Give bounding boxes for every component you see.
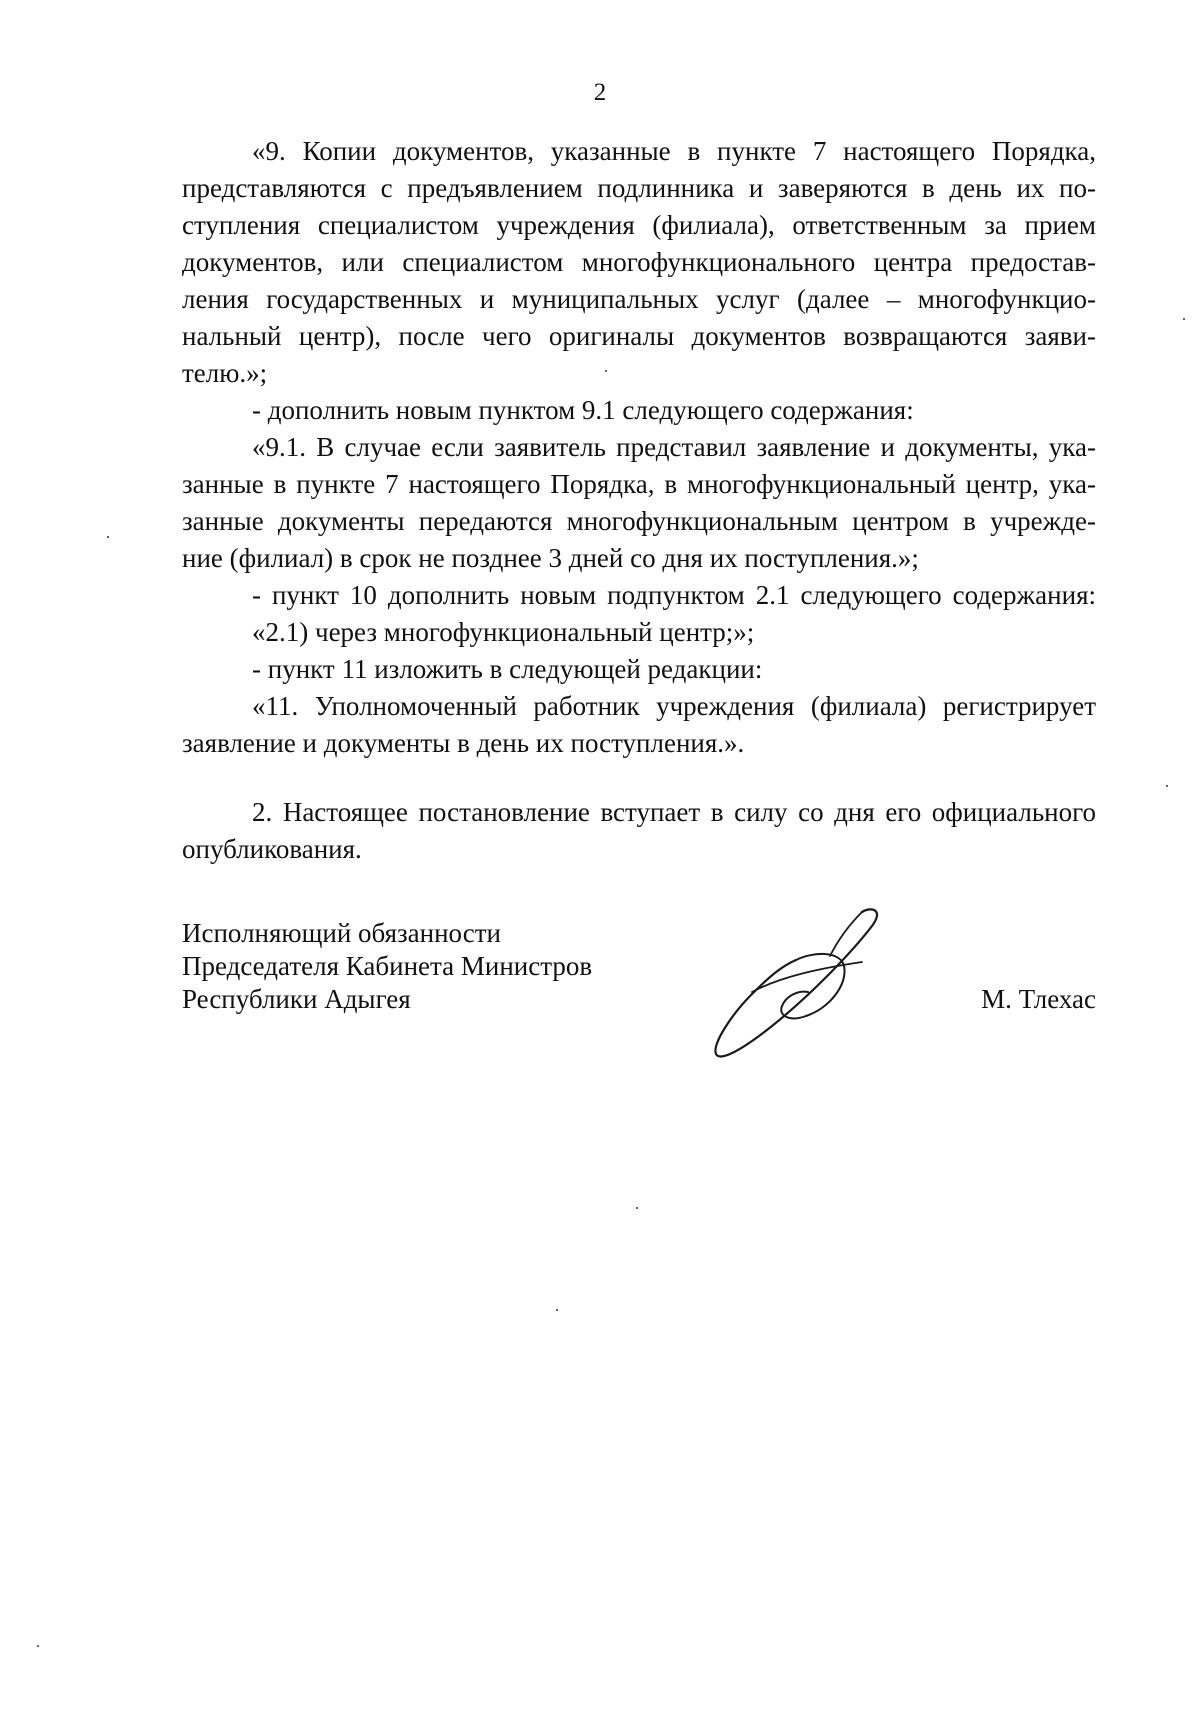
body-line: - пункт 11 изложить в следующей редакции: <box>252 654 763 684</box>
body-line: занные документы передаются многофункциональным центром в учрежде- <box>182 506 1096 536</box>
body-line: документов, или специалистом многофункционального центра предостав- <box>182 247 1096 277</box>
scan-speck <box>636 1207 638 1209</box>
body-line: ления государственных и муниципальных услуг (далее – многофункцио- <box>182 284 1096 314</box>
body-line: заявление и документы в день их поступления.». <box>182 728 745 758</box>
scan-speck <box>107 536 109 538</box>
body-line: телю.»; <box>182 358 268 388</box>
body-line: - пункт 10 дополнить новым подпунктом 2.1 следующего содержания: <box>252 580 1096 610</box>
body-line: «11. Уполномоченный работник учреждения (филиала) регистрирует <box>252 691 1096 721</box>
scan-speck <box>556 1309 558 1311</box>
body-line: опубликования. <box>182 834 362 864</box>
body-line: «2.1) через многофункциональный центр;»; <box>252 617 755 647</box>
handwritten-signature <box>712 904 892 1064</box>
signatory-position-line: Исполняющий обязанности <box>182 918 501 948</box>
signature-block <box>182 917 1096 1077</box>
body-line: ступления специалистом учреждения (филиала), ответственным за прием <box>182 210 1096 240</box>
signatory-position <box>182 917 662 1016</box>
body-line: «9.1. В случае если заявитель представил заявление и документы, ука- <box>252 432 1096 462</box>
body-line: 2. Настоящее постановление вступает в силу со дня его официального <box>252 797 1096 827</box>
scan-speck <box>1183 318 1185 320</box>
signatory-position-line: Республики Адыгея <box>182 984 411 1014</box>
scan-speck <box>605 370 607 372</box>
body-line: «9. Копии документов, указанные в пункте 7 настоящего Порядка, <box>252 136 1096 166</box>
body-line: ние (филиал) в срок не позднее 3 дней со дня их поступления.»; <box>182 543 919 573</box>
scan-speck <box>1166 785 1168 787</box>
document-body <box>182 133 1096 868</box>
body-line <box>182 762 1096 794</box>
signatory-name: М. Тлехас <box>981 984 1096 1014</box>
body-line: занные в пункте 7 настоящего Порядка, в многофункциональный центр, ука- <box>182 469 1096 499</box>
signatory-position-line: Председателя Кабинета Министров <box>182 951 593 981</box>
page-number: 2 <box>593 79 607 106</box>
body-line: - дополнить новым пунктом 9.1 следующего содержания: <box>252 395 914 425</box>
scan-speck <box>37 1645 39 1647</box>
body-line: нальный центр), после чего оригиналы документов возвращаются заяви- <box>182 321 1096 351</box>
body-line: представляются с предъявлением подлинника и заверяются в день их по- <box>182 173 1096 203</box>
